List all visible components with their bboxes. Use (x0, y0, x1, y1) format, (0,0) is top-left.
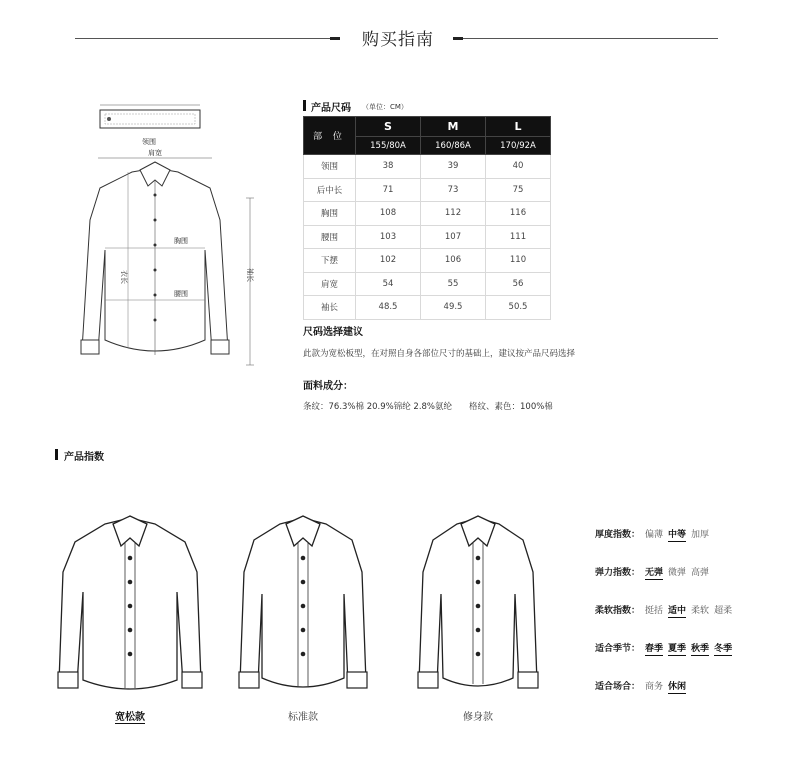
cell-value: 73 (421, 178, 486, 202)
header-dash-left (330, 37, 340, 40)
index-row-softness (595, 603, 732, 616)
length-label: 衣长 (120, 270, 128, 284)
index-option-selected: 中等 (668, 530, 687, 540)
collar-label: 领围 (142, 138, 156, 146)
cell-value: 71 (356, 178, 421, 202)
cell-value: 116 (486, 202, 551, 226)
standard-fit-shirt-illustration (228, 512, 378, 702)
cell-value: 38 (356, 155, 421, 179)
cell-value: 50.5 (486, 296, 551, 320)
index-option: 挺括 (645, 606, 664, 616)
cell-value: 111 (486, 225, 551, 249)
index-option: 商务 (645, 682, 664, 692)
index-section-bar (55, 449, 58, 460)
chest-label: 胸围 (174, 237, 188, 245)
size-m-header: M (421, 117, 486, 137)
advice-title: 尺码选择建议 (303, 327, 363, 338)
index-option-selected: 秋季 (691, 644, 710, 654)
index-row-season (595, 641, 732, 654)
cell-value: 40 (486, 155, 551, 179)
advice-text: 此款为宽松板型，在对照自身各部位尺寸的基础上，建议按产品尺码选择 (303, 349, 576, 359)
fit-standard-label: 标准款 (288, 712, 318, 723)
index-option: 超柔 (714, 606, 733, 616)
table-row (304, 296, 551, 320)
cell-value: 112 (421, 202, 486, 226)
row-label: 后中长 (304, 178, 356, 202)
table-row (304, 178, 551, 202)
cell-value: 55 (421, 272, 486, 296)
cell-value: 49.5 (421, 296, 486, 320)
index-option-selected: 无弹 (645, 568, 664, 578)
table-row (304, 202, 551, 226)
header-dash-right (453, 37, 463, 40)
row-label: 腰围 (304, 225, 356, 249)
size-s-header: S (356, 117, 421, 137)
size-l-spec: 170/92A (486, 137, 551, 155)
fabric-text: 条纹：76.3%棉 20.9%锦纶 2.8%氨纶 格纹、素色：100%棉 (303, 402, 553, 412)
sleeve-label: 袖长 (246, 268, 254, 282)
size-section-unit: （单位：CM） (362, 103, 408, 111)
row-label: 领围 (304, 155, 356, 179)
header-rule-right (463, 38, 718, 39)
index-key: 厚度指数： (595, 530, 641, 540)
fabric-title: 面料成分： (303, 381, 353, 392)
cell-value: 56 (486, 272, 551, 296)
size-s-spec: 155/80A (356, 137, 421, 155)
fit-loose-label: 宽松款 (115, 712, 145, 723)
index-row-elasticity (595, 565, 709, 578)
part-header: 部 位 (304, 117, 356, 155)
cell-value: 48.5 (356, 296, 421, 320)
slim-fit-shirt-illustration (403, 512, 553, 702)
cell-value: 108 (356, 202, 421, 226)
row-label: 肩宽 (304, 272, 356, 296)
table-row (304, 155, 551, 179)
header-rule-left (75, 38, 330, 39)
index-key: 弹力指数： (595, 568, 641, 578)
shoulder-label: 肩宽 (148, 149, 162, 157)
index-key: 适合场合： (595, 682, 641, 692)
index-section-title: 产品指数 (64, 452, 104, 463)
index-option-selected: 冬季 (714, 644, 733, 654)
cell-value: 75 (486, 178, 551, 202)
index-option-selected: 适中 (668, 606, 687, 616)
size-m-spec: 160/86A (421, 137, 486, 155)
index-option: 微弹 (668, 568, 687, 578)
row-label: 袖长 (304, 296, 356, 320)
index-key: 适合季节： (595, 644, 641, 654)
cell-value: 102 (356, 249, 421, 273)
index-option: 加厚 (691, 530, 710, 540)
fit-slim-label: 修身款 (463, 712, 493, 723)
shirt-measurement-diagram (70, 100, 270, 380)
table-row (304, 272, 551, 296)
cell-value: 54 (356, 272, 421, 296)
cell-value: 39 (421, 155, 486, 179)
page-title: 购买指南 (362, 30, 434, 50)
row-label: 下摆 (304, 249, 356, 273)
index-option: 偏薄 (645, 530, 664, 540)
cell-value: 107 (421, 225, 486, 249)
cell-value: 110 (486, 249, 551, 273)
waist-label: 腰围 (174, 290, 188, 298)
size-section-title: 产品尺码 (311, 103, 351, 114)
table-row (304, 249, 551, 273)
size-l-header: L (486, 117, 551, 137)
index-key: 柔软指数： (595, 606, 641, 616)
index-option: 高弹 (691, 568, 710, 578)
index-option-selected: 春季 (645, 644, 664, 654)
index-option-selected: 休闲 (668, 682, 687, 692)
cell-value: 106 (421, 249, 486, 273)
cell-value: 103 (356, 225, 421, 249)
index-option: 柔软 (691, 606, 710, 616)
size-table (303, 116, 551, 320)
table-row (304, 225, 551, 249)
loose-fit-shirt-illustration (55, 512, 205, 702)
size-section-bar (303, 100, 306, 111)
row-label: 胸围 (304, 202, 356, 226)
index-option-selected: 夏季 (668, 644, 687, 654)
index-row-thickness (595, 527, 709, 540)
index-row-occasion (595, 679, 686, 692)
